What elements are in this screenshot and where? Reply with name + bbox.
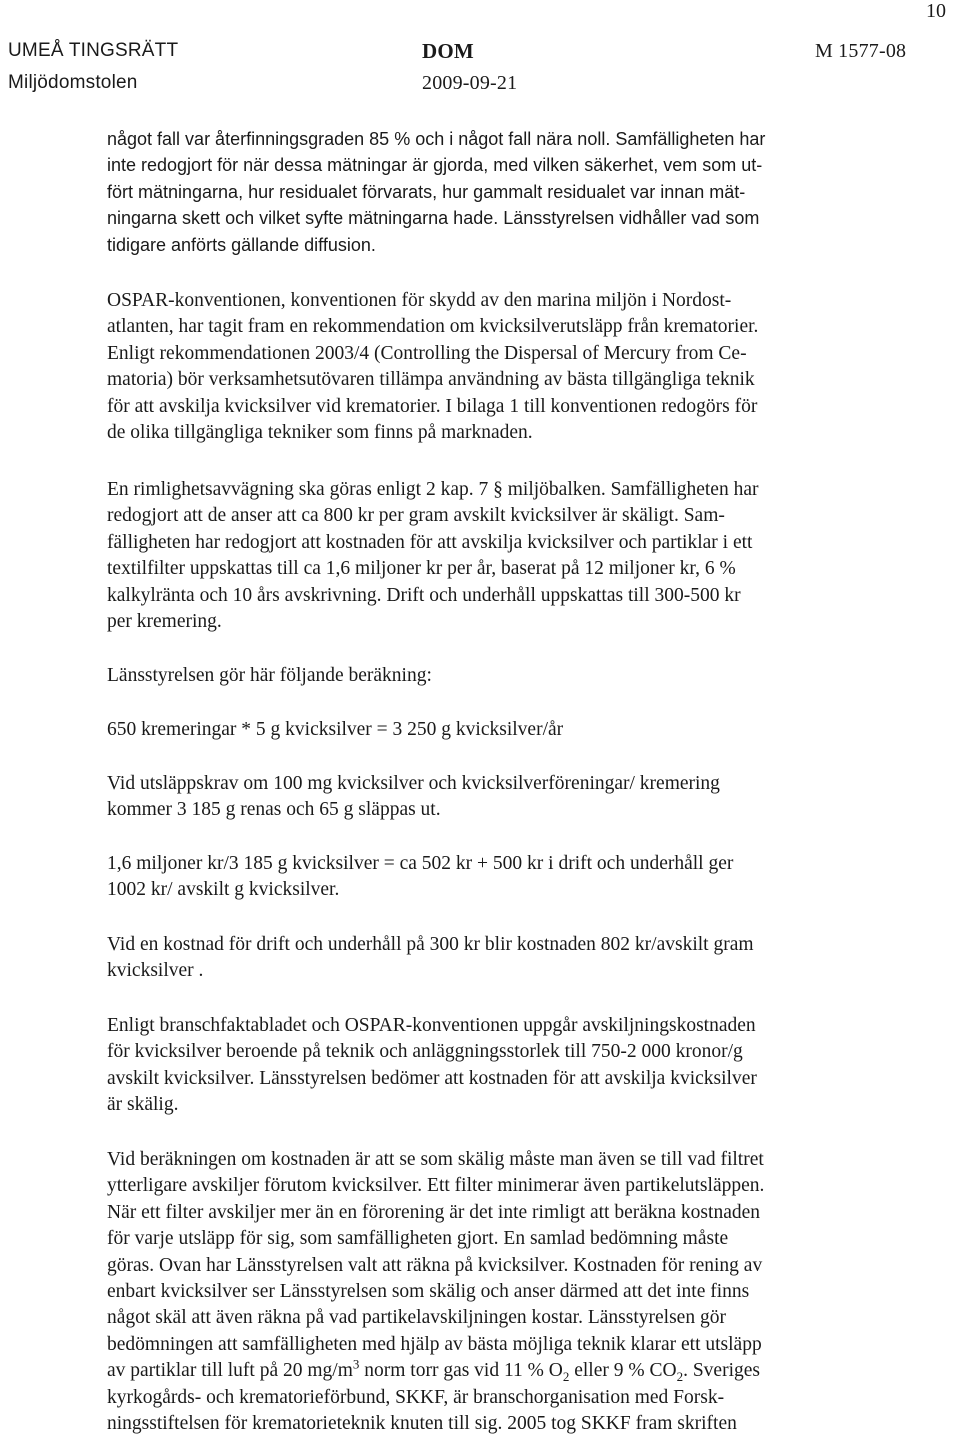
text-line: ningarna skett och vilket syfte mätningarna hade. Länsstyrelsen vidhåller vad som xyxy=(107,208,760,229)
text-line: Länsstyrelsen gör här följande beräkning: xyxy=(107,665,432,686)
paragraph-maintenance-cost xyxy=(107,932,897,985)
text-line: inte redogjort för när dessa mätningar är gjorda, med vilken säkerhet, vem som ut- xyxy=(107,155,763,176)
text-line: kommer 3 185 g renas och 65 g släppas ut. xyxy=(107,799,441,821)
text-line: Enligt rekommendationen 2003/4 (Controlling the Dispersal of Mercury from Ce- xyxy=(107,342,747,364)
text-line: Vid utsläppskrav om 100 mg kvicksilver och kvicksilverföreningar/ kremering xyxy=(107,773,720,794)
text-line: de olika tillgängliga tekniker som finns på marknaden. xyxy=(107,421,533,443)
text-line: något fall var återfinningsgraden 85 % och i något fall nära noll. Samfälligheten har xyxy=(107,129,766,149)
paragraph-cost-per-gram xyxy=(107,851,897,904)
court-name: UMEÅ TINGSRÄTT xyxy=(8,40,179,61)
text-line: är skälig. xyxy=(107,1094,179,1116)
text-line: göras. Ovan har Länsstyrelsen valt att räkna på kvicksilver. Kostnaden för rening av xyxy=(107,1254,763,1276)
paragraph-industry-factsheet xyxy=(107,1013,897,1119)
text-line: 650 kremeringar * 5 g kvicksilver = 3 250 g kvicksilver/år xyxy=(107,719,564,740)
document-date: 2009-09-21 xyxy=(422,72,518,94)
text-span: norm torr gas vid 11 % O xyxy=(359,1360,563,1382)
text-line: fälligheten har redogjort att kostnaden för att avskilja kvicksilver och partiklar i ett xyxy=(107,531,753,553)
paragraph-ospar xyxy=(107,288,897,446)
text-line: tidigare anförts gällande diffusion. xyxy=(107,234,376,255)
paragraph-emission-requirement xyxy=(107,771,897,824)
text-line: för kvicksilver beroende på teknik och anläggningsstorlek till 750-2 000 kronor/g xyxy=(107,1041,743,1063)
paragraph-recovery-rate xyxy=(107,126,897,258)
paragraph-calculation-intro xyxy=(107,663,897,689)
text-line: för att avskilja kvicksilver vid krematorier. I bilaga 1 till konventionen redogörs för xyxy=(107,395,758,417)
paragraph-reasonableness xyxy=(107,477,897,635)
text-line: OSPAR-konventionen, konventionen för skydd av den marina miljön i Nordost- xyxy=(107,290,732,311)
text-line: Vid en kostnad för drift och underhåll på 300 kr blir kostnaden 802 kr/avskilt gram xyxy=(107,934,754,955)
text-line: för varje utsläpp för sig, som samfälligheten gjort. En samlad bedömning måste xyxy=(107,1228,729,1250)
text-line: atlanten, har tagit fram en rekommendation om kvicksilverutsläpp från krematorier. xyxy=(107,316,759,338)
text-line-emission-limits xyxy=(107,1358,897,1384)
superscript: 3 xyxy=(352,1356,360,1372)
text-line: 1002 kr/ avskilt g kvicksilver. xyxy=(107,879,340,901)
subscript: 2 xyxy=(676,1369,684,1385)
text-span: av partiklar till luft på 20 mg/m xyxy=(107,1360,353,1382)
text-line: något skäl att även räkna på vad partikelavskiljningen kostar. Länsstyrelsen gör xyxy=(107,1307,726,1329)
text-line: matoria) bör verksamhetsutövaren tillämpa användning av bästa tillgängliga teknik xyxy=(107,369,755,391)
case-number: M 1577-08 xyxy=(815,40,907,62)
text-line: enbart kvicksilver ser Länsstyrelsen som skälig och anser därmed att det inte finns xyxy=(107,1280,750,1302)
text-line: kalkylränta och 10 års avskrivning. Drift och underhåll uppskattas till 300-500 kr xyxy=(107,584,741,606)
text-line: redogjort att de anser att ca 800 kr per gram avskilt kvicksilver är skäligt. Sam- xyxy=(107,505,725,527)
text-line: En rimlighetsavvägning ska göras enligt 2 kap. 7 § miljöbalken. Samfälligheten har xyxy=(107,479,759,500)
text-line: ningsstiftelsen för krematorieteknik knuten till sig. 2005 tog SKKF fram skriften xyxy=(107,1412,737,1434)
text-line: fört mätningarna, hur residualet förvarats, hur gammalt residualet var innan mät- xyxy=(107,181,746,202)
text-span: . Sveriges xyxy=(683,1360,760,1382)
text-line: ytterligare avskiljer förutom kvicksilver. Ett filter minimerar även partikelutsläppen. xyxy=(107,1175,765,1197)
text-line: 1,6 miljoner kr/3 185 g kvicksilver = ca 502 kr + 500 kr i drift och underhåll ger xyxy=(107,853,734,874)
subscript: 2 xyxy=(562,1369,570,1385)
paragraph-filter-assessment xyxy=(107,1147,897,1437)
page-number: 10 xyxy=(926,0,946,22)
text-line: textilfilter uppskattas till ca 1,6 miljoner kr per år, baserat på 12 miljoner kr, 6 % xyxy=(107,558,736,580)
text-line: Vid beräkningen om kostnaden är att se som skälig måste man även se till vad filtret xyxy=(107,1149,764,1170)
court-division: Miljödomstolen xyxy=(8,72,138,93)
text-line: Enligt branschfaktabladet och OSPAR-konventionen uppgår avskiljningskostnaden xyxy=(107,1015,756,1036)
text-line: bedömningen att samfälligheten med hjälp av bästa möjliga teknik klarar ett utsläpp xyxy=(107,1333,762,1355)
text-span: eller 9 % CO xyxy=(569,1360,677,1382)
paragraph-calculation-formula xyxy=(107,717,897,743)
document-type: DOM xyxy=(422,39,474,63)
text-line: När ett filter avskiljer mer än en förorening är det inte rimligt att beräkna kostnaden xyxy=(107,1201,761,1223)
text-line: avskilt kvicksilver. Länsstyrelsen bedömer att kostnaden för att avskilja kvicksilver xyxy=(107,1067,757,1089)
text-line: kvicksilver . xyxy=(107,960,204,982)
text-line: kyrkogårds- och krematorieförbund, SKKF, är branschorganisation med Forsk- xyxy=(107,1386,725,1408)
text-line: per kremering. xyxy=(107,610,222,632)
